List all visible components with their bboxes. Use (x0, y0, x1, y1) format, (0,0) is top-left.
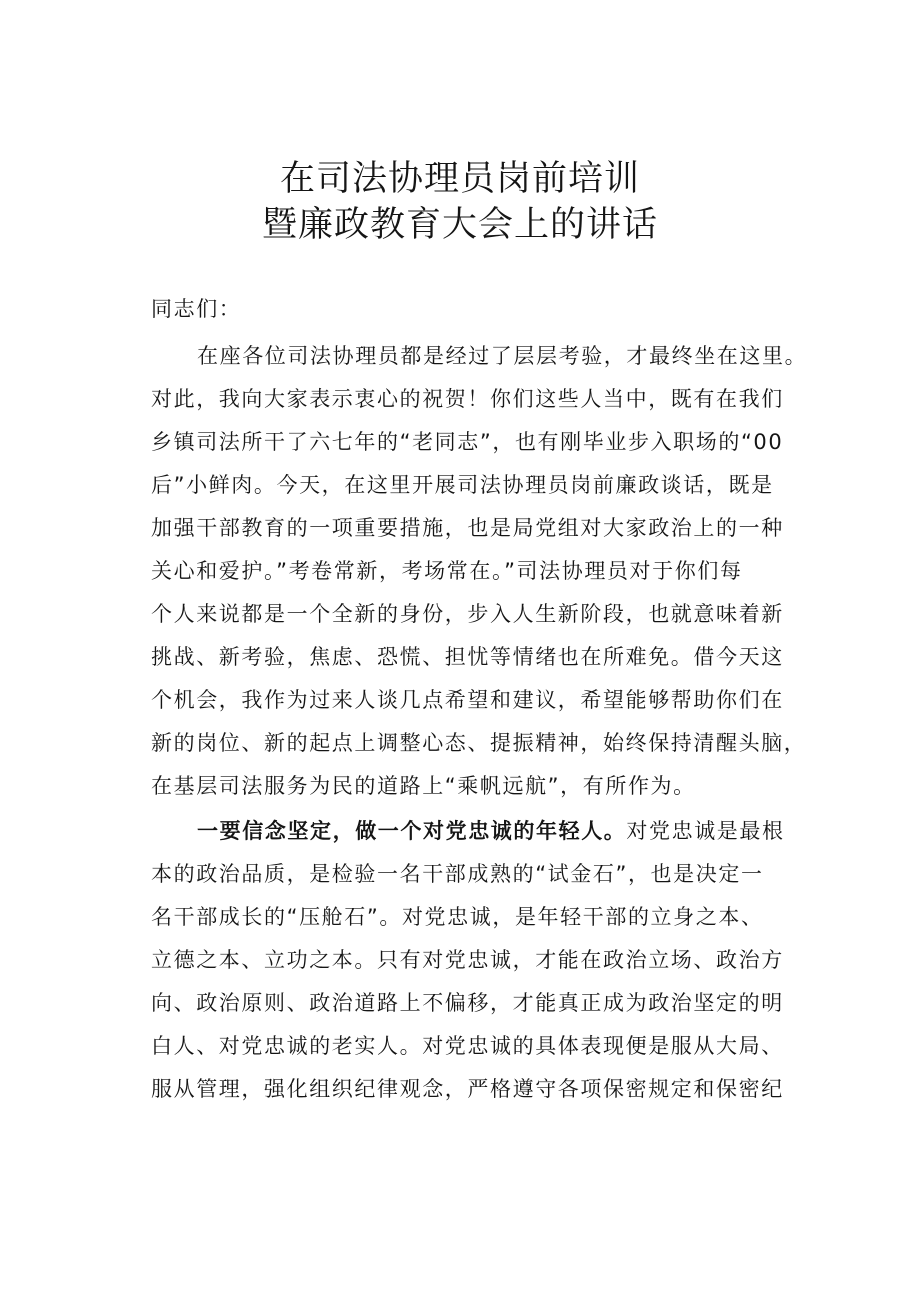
paragraph-line: 本的政治品质，是检验一名干部成熟的“试金石”，也是决定一 (151, 862, 764, 886)
paragraph-line: 后”小鲜肉。今天，在这里开展司法协理员岗前廉政谈话，既是 (151, 473, 774, 497)
paragraph-line: 挑战、新考验，焦虑、恐慌、担忧等情绪也在所难免。借今天这 (151, 645, 784, 669)
paragraph-line: 个机会，我作为过来人谈几点希望和建议，希望能够帮助你们在 (151, 688, 784, 712)
paragraph-line: 个人来说都是一个全新的身份，步入人生新阶段，也就意味着新 (151, 602, 784, 626)
paragraph-line: 名干部成长的“压舱石”。对党忠诚，是年轻干部的立身之本、 (151, 905, 764, 929)
paragraph-line: 白人、对党忠诚的老实人。对党忠诚的具体表现便是服从大局、 (151, 1034, 784, 1058)
paragraph-line: 立德之本、立功之本。只有对党忠诚，才能在政治立场、政治方 (151, 948, 784, 972)
section-1-first-rest: 对党忠诚是最根 (626, 819, 785, 843)
paragraph-line: 新的岗位、新的起点上调整心态、提振精神，始终保持清醒头脑， (151, 731, 807, 755)
paragraph-line: 服从管理，强化组织纪律观念，严格遵守各项保密规定和保密纪 (151, 1077, 784, 1101)
paragraph-line: 乡镇司法所干了六七年的“老同志”，也有刚毕业步入职场的“00 (151, 430, 784, 454)
section-1-heading: 一要信念坚定，做一个对党忠诚的年轻人。 (197, 819, 627, 843)
title-line-1: 在司法协理员岗前培训 (279, 159, 640, 199)
title-line-2: 暨廉政教育大会上的讲话 (261, 205, 658, 245)
paragraph-line: 关心和爱护。”考卷常新，考场常在。”司法协理员对于你们每 (151, 559, 743, 583)
paragraph-line: 在基层司法服务为民的道路上“乘帆远航”，有所作为。 (151, 774, 696, 798)
paragraph-line: 对此，我向大家表示衷心的祝贺！你们这些人当中，既有在我们 (151, 387, 784, 411)
paragraph-line: 向、政治原则、政治道路上不偏移，才能真正成为政治坚定的明 (151, 991, 784, 1015)
greeting: 同志们： (151, 297, 242, 321)
paragraph-line: 在座各位司法协理员都是经过了层层考验，才最终坐在这里。 (197, 344, 808, 368)
paragraph-line: 加强干部教育的一项重要措施，也是局党组对大家政治上的一种 (151, 516, 784, 540)
section-1-first-line (197, 812, 801, 850)
